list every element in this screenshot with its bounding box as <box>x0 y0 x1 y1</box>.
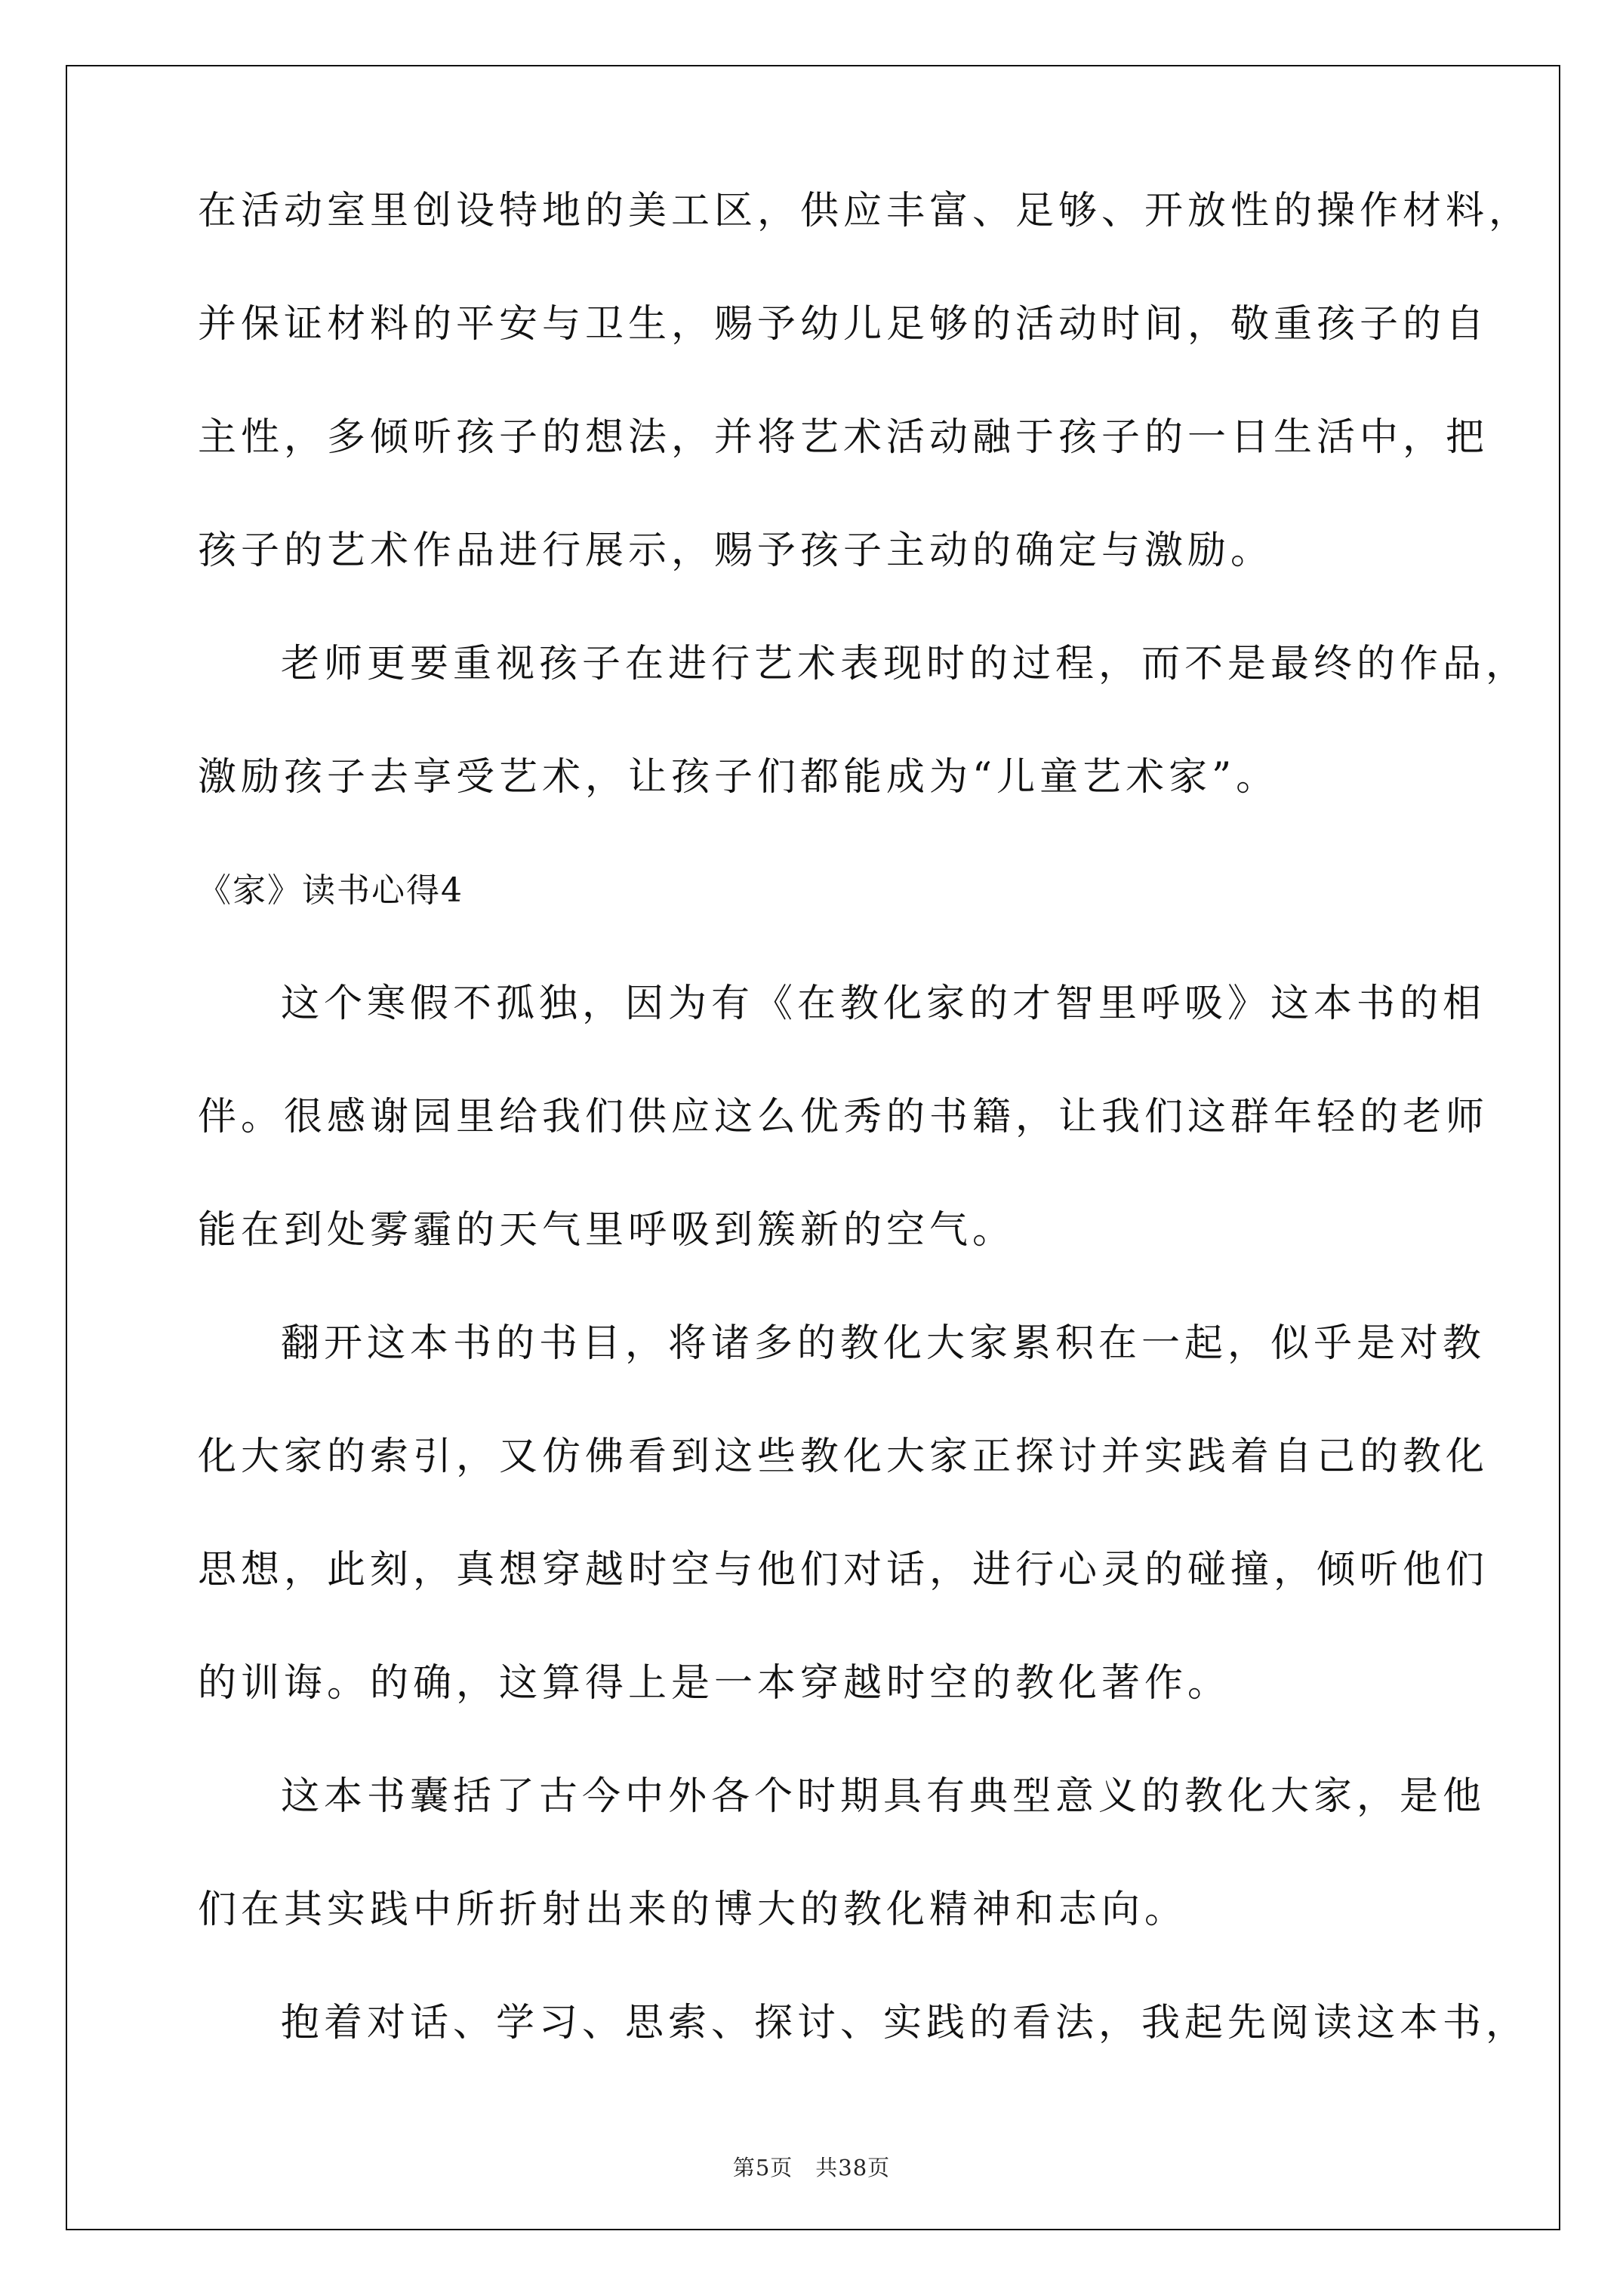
text-line: 这本书囊括了古今中外各个时期具有典型意义的教化大家，是他 <box>281 1774 1486 1819</box>
text-line: 化大家的索引，又仿佛看到这些教化大家正探讨并实践着自己的教化 <box>198 1435 1489 1479</box>
section-heading: 《家》读书心得4 <box>198 871 463 910</box>
text-line: 并保证材料的平安与卫生，赐予幼儿足够的活动时间，敬重孩子的自 <box>198 302 1489 347</box>
text-line: 能在到处雾霾的天气里呼吸到簇新的空气。 <box>198 1208 1016 1253</box>
text-line: 孩子的艺术作品进行展示，赐予孩子主动的确定与激励。 <box>198 529 1274 573</box>
text-line: 激励孩子去享受艺术，让孩子们都能成为“儿童艺术家”。 <box>198 755 1280 800</box>
text-line: 翻开这本书的书目，将诸多的教化大家累积在一起，似乎是对教 <box>281 1321 1486 1366</box>
page-footer: 第5页 共38页 <box>732 2155 891 2180</box>
text-line: 老师更要重视孩子在进行艺术表现时的过程，而不是最终的作品， <box>281 642 1529 686</box>
text-line: 思想，此刻，真想穿越时空与他们对话，进行心灵的碰撞，倾听他们 <box>198 1548 1489 1592</box>
text-line: 伴。很感谢园里给我们供应这么优秀的书籍，让我们这群年轻的老师 <box>198 1095 1489 1139</box>
text-line: 抱着对话、学习、思索、探讨、实践的看法，我起先阅读这本书， <box>281 2001 1529 2045</box>
text-line: 这个寒假不孤独，因为有《在教化家的才智里呼吸》这本书的相 <box>281 982 1486 1026</box>
text-line: 主性，多倾听孩子的想法，并将艺术活动融于孩子的一日生活中，把 <box>198 415 1489 460</box>
text-line: 的训诲。的确，这算得上是一本穿越时空的教化著作。 <box>198 1661 1231 1706</box>
document-body <box>198 189 1532 2046</box>
text-line: 们在其实践中所折射出来的博大的教化精神和志向。 <box>198 1888 1188 1932</box>
text-line: 在活动室里创设特地的美工区，供应丰富、足够、开放性的操作材料， <box>198 189 1532 233</box>
